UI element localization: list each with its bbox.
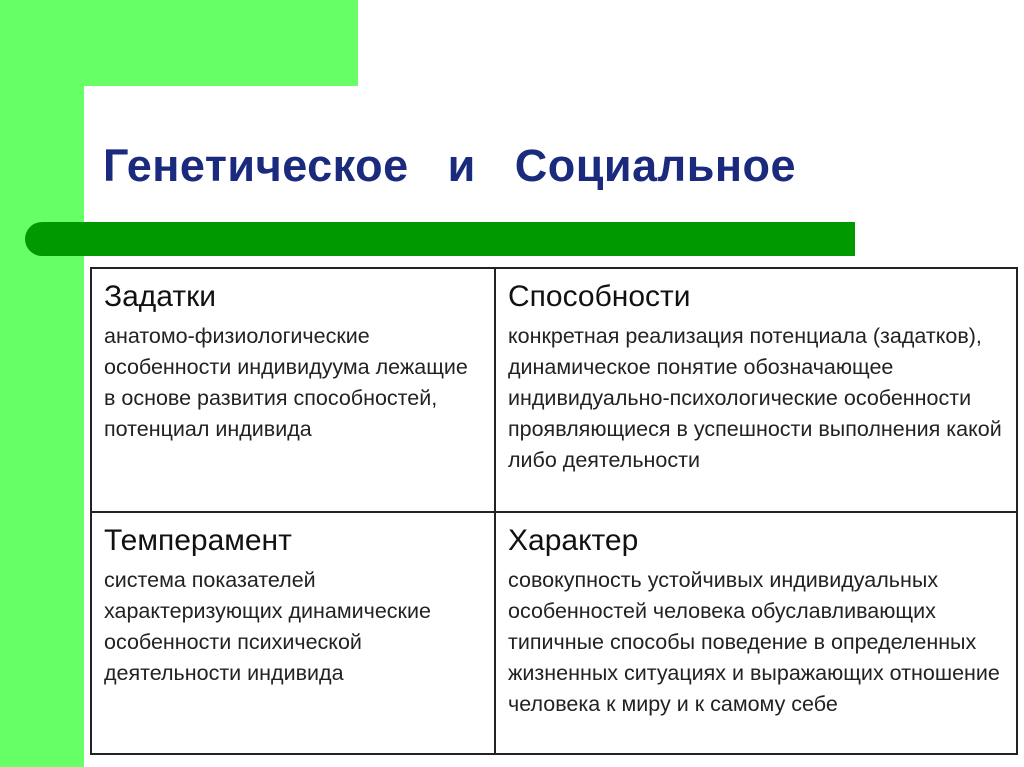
comparison-table bbox=[90, 267, 1018, 755]
cell-description: конкретная реализация потенциала (задатков), динамическое понятие обозначающее индивидуально-психологические особенности проявляющиеся в успешности выполнения какой либо деятельности bbox=[508, 324, 1002, 472]
cell-temperament bbox=[92, 513, 496, 753]
cell-heading: Задатки bbox=[104, 280, 216, 313]
cell-heading: Темперамент bbox=[104, 524, 292, 557]
cell-description: совокупность устойчивых индивидуальных особенностей человека обуславливающих типичные способы поведение в определенных жизненных ситуациях и выражающих отношение человека к миру и к самому себе bbox=[508, 568, 1000, 716]
slide-title: Генетическое и Социальное bbox=[103, 140, 797, 191]
cell-heading: Способности bbox=[508, 280, 691, 313]
cell-heading: Характер bbox=[508, 524, 639, 557]
decorative-frame-left bbox=[0, 0, 84, 767]
cell-zadatki bbox=[92, 269, 496, 513]
title-underline-bar bbox=[25, 222, 855, 256]
cell-description: анатомо-физиологические особенности индивидуума лежащие в основе развития способностей, потенциал индивида bbox=[104, 324, 468, 441]
cell-harakter bbox=[496, 513, 1016, 753]
cell-description: система показателей характеризующих динамические особенности психической деятельности индивида bbox=[104, 568, 431, 685]
cell-sposobnosti bbox=[496, 269, 1016, 513]
